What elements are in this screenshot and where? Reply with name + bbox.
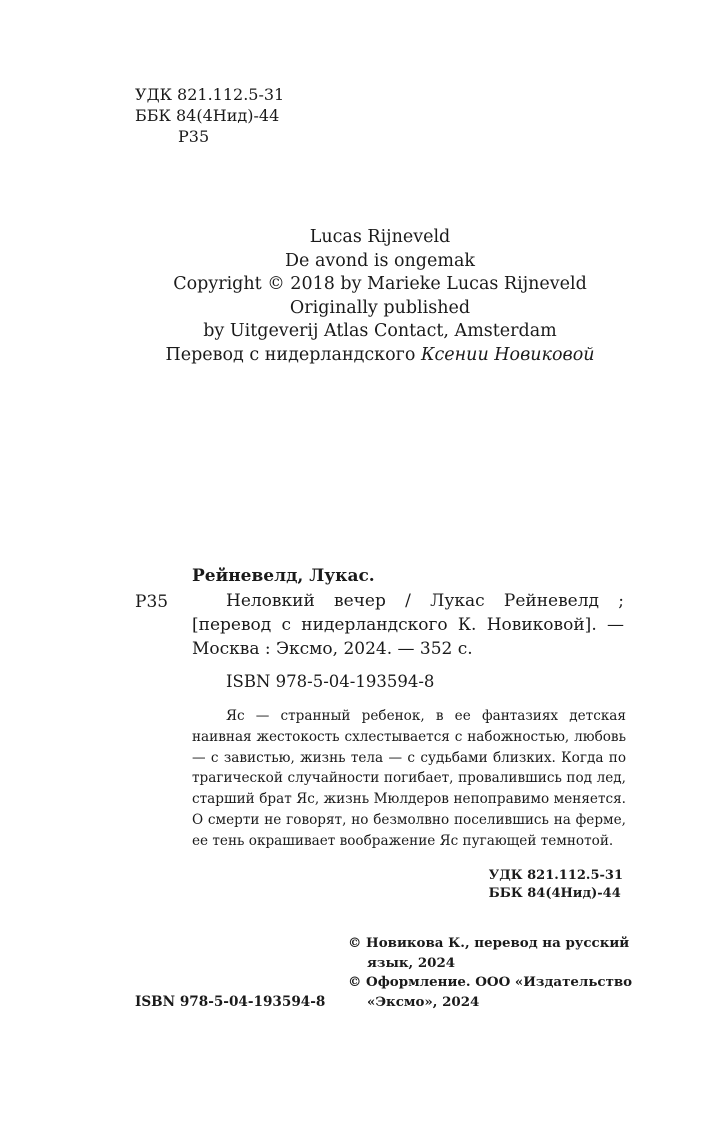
- bbk-code-bottom: ББК 84(4Нид)-44: [488, 886, 621, 901]
- originally-published: Originally published: [289, 297, 471, 318]
- biblio-description: Неловкий вечер / Лукас Рейневелд ; [перевод с нидерландского К. Новиковой]. — Москва : Эксмо, 2024. — 352 с.: [192, 591, 624, 659]
- original-title: De avond is ongemak: [285, 250, 475, 271]
- biblio-isbn: ISBN 978-5-04-193594-8: [226, 672, 435, 691]
- biblio-author-heading: Рейневелд, Лукас.: [192, 566, 375, 586]
- credits-block: [90, 226, 670, 367]
- translator-name: Ксении Новиковой: [420, 344, 595, 365]
- copyright-translation: © Новикова К., перевод на русский язык, 2024: [348, 935, 630, 971]
- original-publisher: by Uitgeverij Atlas Contact, Amsterdam: [203, 321, 557, 341]
- classification-block: [135, 84, 284, 147]
- udk-code: УДК 821.112.5-31: [135, 85, 285, 104]
- copyright-notices: [348, 934, 638, 1012]
- classification-bottom: [489, 867, 623, 903]
- bbk-code: ББК 84(4Нид)-44: [135, 106, 280, 125]
- author-code: Р35: [178, 127, 210, 146]
- original-author: Lucas Rijneveld: [309, 227, 451, 247]
- copyright-design: © Оформление. ООО «Издательство «Эксмо», 2024: [348, 974, 633, 1010]
- biblio-code: Р35: [135, 592, 169, 612]
- translation-line: [90, 344, 670, 368]
- isbn-bottom: ISBN 978-5-04-193594-8: [135, 994, 326, 1010]
- translation-prefix: Перевод с нидерландского: [165, 344, 416, 365]
- copyright-line: Copyright © 2018 by Marieke Lucas Rijneveld: [173, 274, 587, 294]
- udk-code-bottom: УДК 821.112.5-31: [488, 868, 623, 883]
- annotation: Яс — странный ребенок, в ее фантазиях детская наивная жестокость схлестывается с набожностью, любовь — с завистью, жизнь тела — с судьбами близких. Когда по трагической случайности погибает, провалившись под лед, старший брат Яс, жизнь Мюлдеров непоправимо меняется. О смерти не говорят, но безмолвно поселившись на ферме, ее тень окрашивает воображение Яс пугающей темнотой.: [192, 708, 626, 849]
